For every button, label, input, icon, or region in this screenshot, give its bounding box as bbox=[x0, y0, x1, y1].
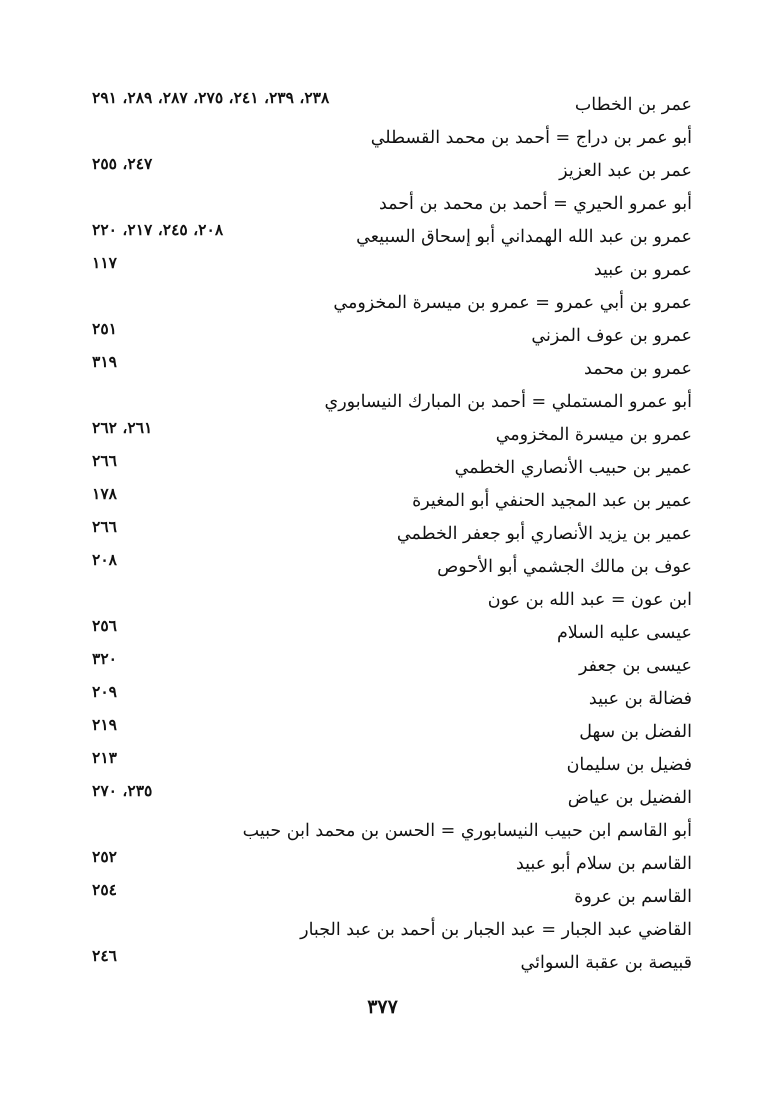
entry-name: عمر بن عبد العزيز bbox=[559, 161, 692, 181]
entry-name: قبيصة بن عقبة السوائي bbox=[520, 953, 692, 973]
entry-name: القاضي عبد الجبار = عبد الجبار بن أحمد بن عبد الجبار bbox=[300, 920, 692, 940]
entry-name: فضيل بن سليمان bbox=[566, 755, 692, 775]
index-entry bbox=[92, 452, 692, 485]
entry-name: عمير بن عبد المجيد الحنفي أبو المغيرة bbox=[412, 491, 692, 511]
entry-name: عمرو بن عبد الله الهمداني أبو إسحاق السبيعي bbox=[356, 227, 692, 247]
entry-pages: ١٧٨ bbox=[92, 484, 117, 503]
index-entry bbox=[92, 881, 692, 914]
entry-pages: ٢٦٦ bbox=[92, 517, 117, 536]
index-entry bbox=[92, 254, 692, 287]
entry-pages: ٢٠٨ bbox=[92, 550, 117, 569]
entry-pages: ٢٣٨، ٢٣٩، ٢٤١، ٢٧٥، ٢٨٧، ٢٨٩، ٢٩١ bbox=[92, 88, 330, 107]
entry-pages: ٣٢٠ bbox=[92, 649, 117, 668]
entry-pages: ٢٠٩ bbox=[92, 682, 117, 701]
entry-name: فضالة بن عبيد bbox=[588, 689, 692, 709]
index-entry bbox=[92, 320, 692, 353]
entry-pages: ٢٤٧، ٢٥٥ bbox=[92, 154, 153, 173]
entry-name: أبو عمرو المستملي = أحمد بن المبارك النيسابوري bbox=[324, 392, 692, 412]
entry-name: عيسى بن جعفر bbox=[578, 656, 692, 676]
index-entry bbox=[92, 221, 692, 254]
index-entry bbox=[92, 155, 692, 188]
entry-name: عمرو بن عبيد bbox=[593, 260, 692, 280]
index-entry bbox=[92, 419, 692, 452]
index-entry bbox=[92, 287, 692, 320]
index-entry bbox=[92, 947, 692, 980]
entry-name: عمير بن يزيد الأنصاري أبو جعفر الخطمي bbox=[396, 524, 692, 544]
entry-pages: ٣١٩ bbox=[92, 352, 117, 371]
index-entry bbox=[92, 815, 692, 848]
entry-name: الفضيل بن عياض bbox=[567, 788, 692, 808]
entry-name: أبو القاسم ابن حبيب النيسابوري = الحسن بن محمد ابن حبيب bbox=[242, 821, 692, 841]
entry-pages: ٢٦١، ٢٦٢ bbox=[92, 418, 153, 437]
index-entry bbox=[92, 89, 692, 122]
entry-pages: ٢١٣ bbox=[92, 748, 117, 767]
entry-name: عمرو بن أبي عمرو = عمرو بن ميسرة المخزومي bbox=[333, 293, 692, 313]
index-entry bbox=[92, 584, 692, 617]
index-entry bbox=[92, 353, 692, 386]
index-entry bbox=[92, 782, 692, 815]
index-entry bbox=[92, 551, 692, 584]
entry-name: عمرو بن ميسرة المخزومي bbox=[495, 425, 692, 445]
index-entry bbox=[92, 122, 692, 155]
page-number: ٣٧٧ bbox=[367, 996, 398, 1018]
entry-name: أبو عمرو الحيري = أحمد بن محمد بن أحمد bbox=[378, 194, 692, 214]
entry-name: الفضل بن سهل bbox=[579, 722, 692, 742]
index-entry bbox=[92, 749, 692, 782]
entry-pages: ٢٤٦ bbox=[92, 946, 117, 965]
index-entry bbox=[92, 683, 692, 716]
index-entry bbox=[92, 386, 692, 419]
entry-pages: ٢١٩ bbox=[92, 715, 117, 734]
index-entry bbox=[92, 485, 692, 518]
index-entry bbox=[92, 518, 692, 551]
entry-pages: ٢٥٦ bbox=[92, 616, 117, 635]
entry-pages: ٢٦٦ bbox=[92, 451, 117, 470]
index-entry bbox=[92, 650, 692, 683]
index-entry bbox=[92, 848, 692, 881]
entry-name: ابن عون = عبد الله بن عون bbox=[487, 590, 692, 610]
entry-name: عمير بن حبيب الأنصاري الخطمي bbox=[454, 458, 692, 478]
entry-name: عوف بن مالك الجشمي أبو الأحوص bbox=[437, 557, 692, 577]
entry-name: عمرو بن عوف المزني bbox=[531, 326, 692, 346]
entry-name: القاسم بن عروة bbox=[574, 887, 692, 907]
entry-name: عمرو بن محمد bbox=[584, 359, 692, 379]
entry-pages: ٢٥١ bbox=[92, 319, 117, 338]
index-entry bbox=[92, 716, 692, 749]
entry-name: القاسم بن سلام أبو عبيد bbox=[515, 854, 692, 874]
entry-name: أبو عمر بن دراج = أحمد بن محمد القسطلي bbox=[370, 128, 692, 148]
entry-name: عيسى عليه السلام bbox=[556, 623, 692, 643]
index-entry bbox=[92, 914, 692, 947]
entry-pages: ٢٠٨، ٢٤٥، ٢١٧، ٢٢٠ bbox=[92, 220, 224, 239]
entry-pages: ٢٥٤ bbox=[92, 880, 117, 899]
entry-name: عمر بن الخطاب bbox=[574, 95, 692, 115]
index-list bbox=[92, 89, 692, 980]
entry-pages: ٢٣٥، ٢٧٠ bbox=[92, 781, 153, 800]
entry-pages: ٢٥٢ bbox=[92, 847, 117, 866]
entry-pages: ١١٧ bbox=[92, 253, 117, 272]
index-entry bbox=[92, 617, 692, 650]
